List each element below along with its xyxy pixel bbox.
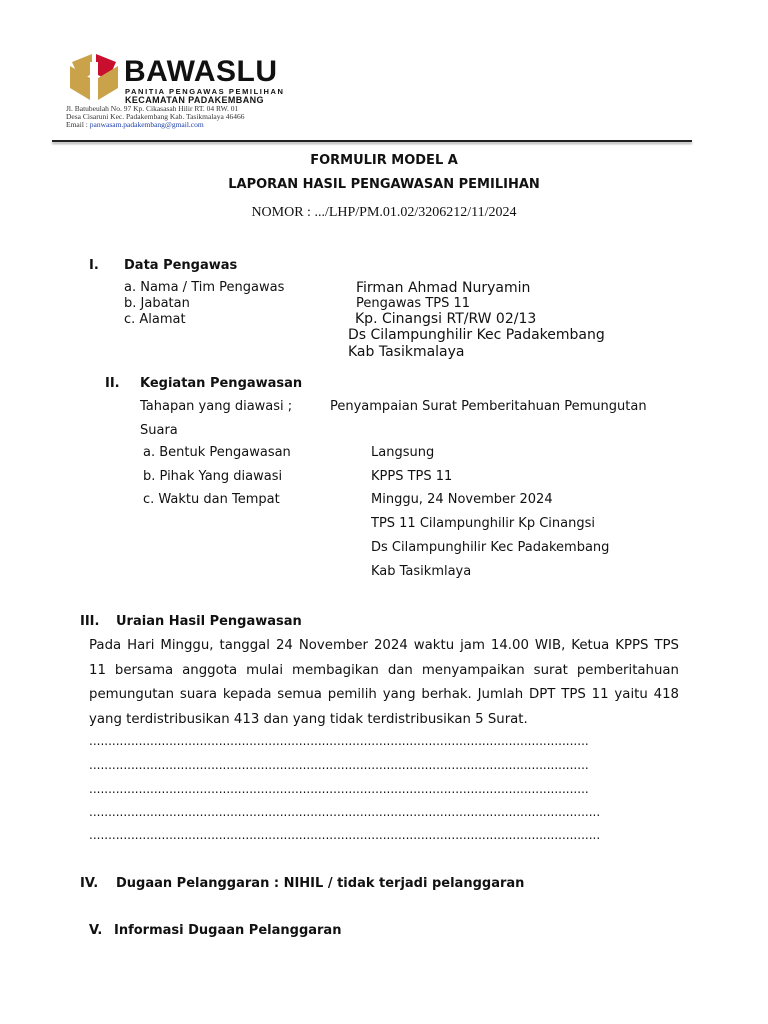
- report-title: LAPORAN HASIL PENGAWASAN PEMILIHAN: [228, 177, 540, 192]
- alamat-line-2: Ds Cilampunghilir Kec Padakembang: [348, 327, 605, 343]
- section-3-numeral: III.: [80, 614, 100, 629]
- section-1-numeral: I.: [89, 258, 99, 273]
- pihak-value: KPPS TPS 11: [371, 469, 453, 484]
- tahapan-label: Tahapan yang diawasi ;: [140, 399, 293, 414]
- email-address[interactable]: panwasam.padakembang@gmail.com: [89, 120, 204, 129]
- dugaan-pelanggaran: Dugaan Pelanggaran : NIHIL / tidak terjadi pelanggaran: [116, 876, 525, 891]
- tempat-line-3: Kab Tasikmlaya: [371, 564, 472, 579]
- uraian-line-1: Pada Hari Minggu, tanggal 24 November 2024 waktu jam 14.00 WIB, Ketua KPPS TPS: [89, 638, 679, 653]
- uraian-line-2: 11 bersama anggota mulai membagikan dan menyampaikan surat pemberitahuan: [89, 662, 679, 678]
- dotted-line-4: ......................................................................................................................................: [89, 805, 601, 819]
- address-line-1: Jl. Batubeulah No. 97 Kp. Cikasasah Hilir RT. 04 RW. 01: [66, 104, 239, 113]
- bentuk-value: Langsung: [371, 445, 435, 460]
- bawaslu-logo-icon: [66, 52, 122, 102]
- dotted-line-3: ...................................................................................................................................: [89, 782, 589, 796]
- section-4-numeral: IV.: [80, 876, 99, 891]
- tempat-line-2: Ds Cilampunghilir Kec Padakembang: [371, 540, 610, 555]
- org-subtitle-2: KECAMATAN PADAKEMBANG: [125, 95, 264, 105]
- section-5-heading: Informasi Dugaan Pelanggaran: [114, 923, 342, 938]
- tahapan-value-2: Suara: [140, 423, 178, 438]
- uraian-line-4: yang terdistribusikan 413 dan yang tidak terdistribusikan 5 Surat.: [89, 711, 528, 727]
- section-2-heading: Kegiatan Pengawasan: [140, 376, 303, 391]
- address-line-2: Desa Cisaruni Kec. Padakembang Kab. Tasikmalaya 46466: [66, 112, 245, 121]
- nama-value: Firman Ahmad Nuryamin: [356, 280, 531, 296]
- org-name: BAWASLU: [124, 55, 278, 88]
- uraian-line-3: pemungutan suara kepada semua pemilih yang berhak. Jumlah DPT TPS 11 yaitu 418: [89, 687, 679, 702]
- alamat-line-3: Kab Tasikmalaya: [348, 344, 465, 360]
- jabatan-label: b. Jabatan: [124, 296, 190, 311]
- section-5-numeral: V.: [89, 923, 103, 938]
- uraian-paragraph: [89, 634, 679, 732]
- waktu-label: c. Waktu dan Tempat: [143, 492, 280, 507]
- header-divider: [52, 140, 692, 142]
- org-subtitle-1: PANITIA PENGAWAS PEMILIHAN: [125, 87, 285, 96]
- alamat-label: c. Alamat: [124, 312, 186, 327]
- section-2-numeral: II.: [105, 376, 120, 391]
- tahapan-value: Penyampaian Surat Pemberitahuan Pemungutan: [330, 399, 647, 414]
- section-1-heading: Data Pengawas: [124, 258, 238, 273]
- form-title: FORMULIR MODEL A: [310, 153, 458, 168]
- jabatan-value: Pengawas TPS 11: [356, 296, 471, 311]
- alamat-value: Kp. Cinangsi RT/RW 02/13: [355, 311, 537, 327]
- email-label: Email :: [66, 120, 88, 129]
- section-3-heading: Uraian Hasil Pengawasan: [116, 614, 302, 629]
- dotted-line-5: ......................................................................................................................................: [89, 828, 601, 842]
- pihak-label: b. Pihak Yang diawasi: [143, 469, 283, 484]
- nomor-line: NOMOR : .../LHP/PM.01.02/3206212/11/2024: [251, 205, 517, 220]
- dotted-line-2: ...................................................................................................................................: [89, 758, 589, 772]
- tempat-line-1: TPS 11 Cilampunghilir Kp Cinangsi: [371, 516, 595, 531]
- waktu-value: Minggu, 24 November 2024: [371, 492, 553, 507]
- email-line: [66, 120, 204, 129]
- dotted-line-1: ...................................................................................................................................: [89, 734, 589, 748]
- bentuk-label: a. Bentuk Pengawasan: [143, 445, 291, 460]
- nama-label: a. Nama / Tim Pengawas: [124, 280, 285, 295]
